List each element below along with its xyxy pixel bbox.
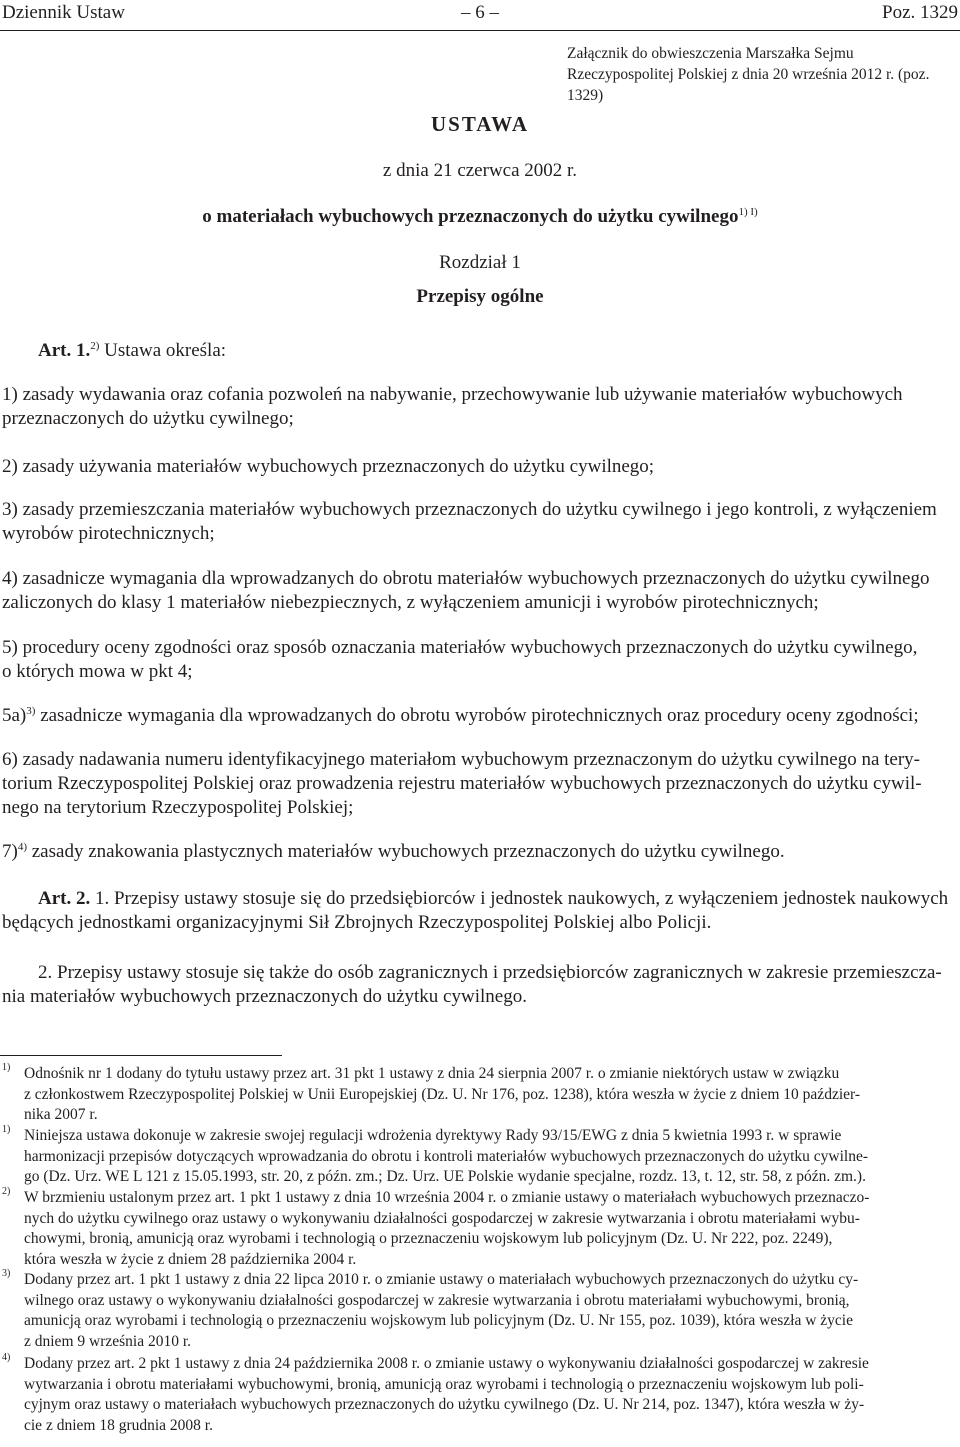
act-title: USTAWA — [431, 112, 529, 136]
art1-item-text: zasady znakowania plastycznych materiałów wybuchowych przeznaczonych do użytku cywilnego. — [27, 841, 785, 862]
footnote-rule — [0, 1055, 282, 1056]
footnote-mark: 2) — [2, 1186, 11, 1197]
item-footnote-ref[interactable]: 4) — [17, 841, 27, 853]
act-subject — [0, 206, 960, 228]
art2-para1-text: Przepisy ustawy stosuje się do przedsiębiorców i jednostek naukowych, z wyłączeniem jednostek naukowych — [113, 888, 949, 909]
header-rule — [0, 30, 960, 31]
art1-intro — [38, 339, 226, 363]
footnote-mark: 1) — [2, 1124, 11, 1135]
art1-item-line: torium Rzeczypospolitej Polskiej oraz prowadzenia rejestru materiałów wybuchowych przeznaczonych do użytku cywil- — [2, 773, 922, 794]
running-header — [0, 0, 960, 30]
footnote-line: cie z dniem 18 grudnia 2008 r. — [24, 1416, 213, 1434]
footnote-line: Dodany przez art. 2 pkt 1 ustawy z dnia 24 października 2008 r. o zmianie ustawy o wykonywaniu działalności gospodarczej w zakresie — [24, 1355, 869, 1372]
footnote-line: wilnego oraz ustawy o wykonywaniu działalności gospodarczej w zakresie wytwarzania i obrotu materiałami wybuchowymi, bronią, — [24, 1291, 850, 1309]
page-number: – 6 – — [461, 2, 499, 23]
art1-item-line: 3) zasady przemieszczania materiałów wybuchowych przeznaczonych do użytku cywilnego i jego kontroli, z wyłączeniem — [2, 499, 937, 520]
art2-para1-line: będących jednostkami organizacyjnymi Sił Zbrojnych Rzeczypospolitej Polskiej albo Policji. — [2, 912, 712, 933]
art1-item-line — [2, 704, 960, 728]
art1-footnote-ref[interactable]: 2) — [90, 340, 100, 352]
publication-name: Dziennik Ustaw — [2, 2, 125, 23]
art2-para2-line: nia materiałów wybuchowych przeznaczonych do użytku cywilnego. — [2, 986, 527, 1007]
art1-item-number: 5a) — [2, 705, 27, 726]
footnote-line: cyjnym oraz ustawy o materiałach wybuchowych przeznaczonych do użytku cywilnego (Dz. U. Nr 214, poz. 1347), która weszła w ży- — [24, 1396, 865, 1413]
act-subject-footnote-refs[interactable]: 1) I) — [738, 206, 758, 218]
art1-item-number: 7) — [2, 841, 18, 862]
art1-item-text: zasadnicze wymagania dla wprowadzanych do obrotu wyrobów pirotechnicznych oraz procedury oceny zgodności; — [35, 705, 919, 726]
footnote-line: amunicją oraz wyrobami i technologią o przeznaczeniu wojskowym lub policyjnym (Dz. U. Nr 155, poz. 1039), która weszła w życie — [24, 1312, 853, 1329]
footnote-mark: 3) — [2, 1268, 11, 1279]
footnote-line: nych do użytku cywilnego oraz ustawy o wykonywaniu działalności gospodarczej w zakresie wytwarzania i obrotu materiałami wybu- — [24, 1209, 860, 1227]
footnote-line: z członkostwem Rzeczypospolitej Polskiej w Unii Europejskiej (Dz. U. Nr 176, poz. 1238), która weszła w życie z dniem 10 paździer- — [24, 1085, 861, 1103]
art1-item-line: wyrobów pirotechnicznych; — [2, 523, 215, 544]
footnote-line: z dniem 9 września 2010 r. — [24, 1332, 192, 1350]
art1-item-line — [2, 840, 960, 864]
annex-note: Załącznik do obwieszczenia Marszałka Sejmu Rzeczypospolitej Polskiej z dnia 20 września 2012 r. (poz. 1329) — [567, 45, 930, 104]
footnote-line: wytwarzania i obrotu materiałami wybuchowymi, bronią, amunicją oraz wyrobami i technologią o przeznaczeniu wojskowym lub poli- — [24, 1375, 864, 1393]
art1-item-line: nego na terytorium Rzeczypospolitej Polskiej; — [2, 797, 354, 818]
art2-para1-number: 1. — [94, 888, 114, 909]
footnote-line: harmonizacji przepisów dotyczących wprowadzania do obrotu i kontroli materiałów wybuchowych przeznaczonych do użytku cywilne- — [24, 1147, 869, 1165]
art1-item-line: przeznaczonych do użytku cywilnego; — [2, 408, 294, 429]
art1-item-line: o których mowa w pkt 4; — [2, 661, 193, 682]
footnote-line: W brzmieniu ustalonym przez art. 1 pkt 1 ustawy z dnia 10 września 2004 r. o zmianie ustawy o materiałach wybuchowych przeznaczo- — [24, 1189, 870, 1206]
art1-item-line: 2) zasady używania materiałów wybuchowych przeznaczonych do użytku cywilnego; — [2, 456, 655, 477]
chapter-label: Rozdział 1 — [439, 252, 521, 273]
art1-item-line: 1) zasady wydawania oraz cofania pozwoleń na nabywanie, przechowywanie lub używanie materiałów wybuchowych — [2, 384, 903, 405]
art1-label: Art. 1. — [38, 340, 91, 361]
footnote-line: Dodany przez art. 1 pkt 1 ustawy z dnia 22 lipca 2010 r. o zmianie ustawy o materiałach wybuchowych przeznaczonych do użytku cy- — [24, 1271, 859, 1288]
footnote-line: nika 2007 r. — [24, 1106, 98, 1123]
art2-para2-line: 2. Przepisy ustawy stosuje się także do osób zagranicznych i przedsiębiorców zagranicznych w zakresie przemieszcza- — [38, 962, 942, 983]
footnote-mark: 1) — [2, 1062, 11, 1073]
art2-para1-line — [38, 887, 960, 911]
footnote-line: Niniejsza ustawa dokonuje w zakresie swojej regulacji wdrożenia dyrektywy Rady 93/15/EWG z dnia 5 kwietnia 1993 r. w sprawie — [24, 1127, 842, 1144]
footnote-line: Odnośnik nr 1 dodany do tytułu ustawy przez art. 31 pkt 1 ustawy z dnia 24 sierpnia 2007 r. o zmianie niektórych ustaw w związku — [24, 1065, 840, 1082]
footnote-line: chowymi, bronią, amunicją oraz wyrobami i technologią o przeznaczeniu wojskowym lub policyjnym (Dz. U. Nr 222, poz. 2249), — [24, 1230, 833, 1247]
art1-item-line: zaliczonych do klasy 1 materiałów niebezpiecznych, z wyłączeniem amunicji i wyrobów pirotechnicznych; — [2, 592, 819, 613]
footnote-mark: 4) — [2, 1352, 11, 1363]
chapter-title: Przepisy ogólne — [416, 286, 544, 307]
act-date: z dnia 21 czerwca 2002 r. — [382, 160, 578, 181]
art1-item-line: 5) procedury oceny zgodności oraz sposób oznaczania materiałów wybuchowych przeznaczonych do użytku cywilnego, — [2, 637, 918, 658]
art1-item-line: 6) zasady nadawania numeru identyfikacyjnego materiałom wybuchowym przeznaczonym do użytku cywilnego na tery- — [2, 749, 921, 770]
art1-intro-text: Ustawa określa: — [104, 340, 227, 361]
item-footnote-ref[interactable]: 3) — [26, 705, 36, 717]
art1-item-line: 4) zasadnicze wymagania dla wprowadzanych do obrotu materiałów wybuchowych przeznaczonych do użytku cywilnego — [2, 568, 930, 589]
art2-label: Art. 2. — [38, 888, 95, 909]
footnote-line: go (Dz. Urz. WE L 121 z 15.05.1993, str. 20, z późn. zm.; Dz. Urz. UE Polskie wydanie specjalne, rozdz. 13, t. 12, str. 58, z późn. zm.). — [24, 1168, 866, 1185]
act-subject-text: o materiałach wybuchowych przeznaczonych do użytku cywilnego — [202, 206, 739, 227]
footnote-line: która weszła w życie z dniem 28 października 2004 r. — [24, 1250, 357, 1268]
position-number: Poz. 1329 — [882, 2, 958, 23]
